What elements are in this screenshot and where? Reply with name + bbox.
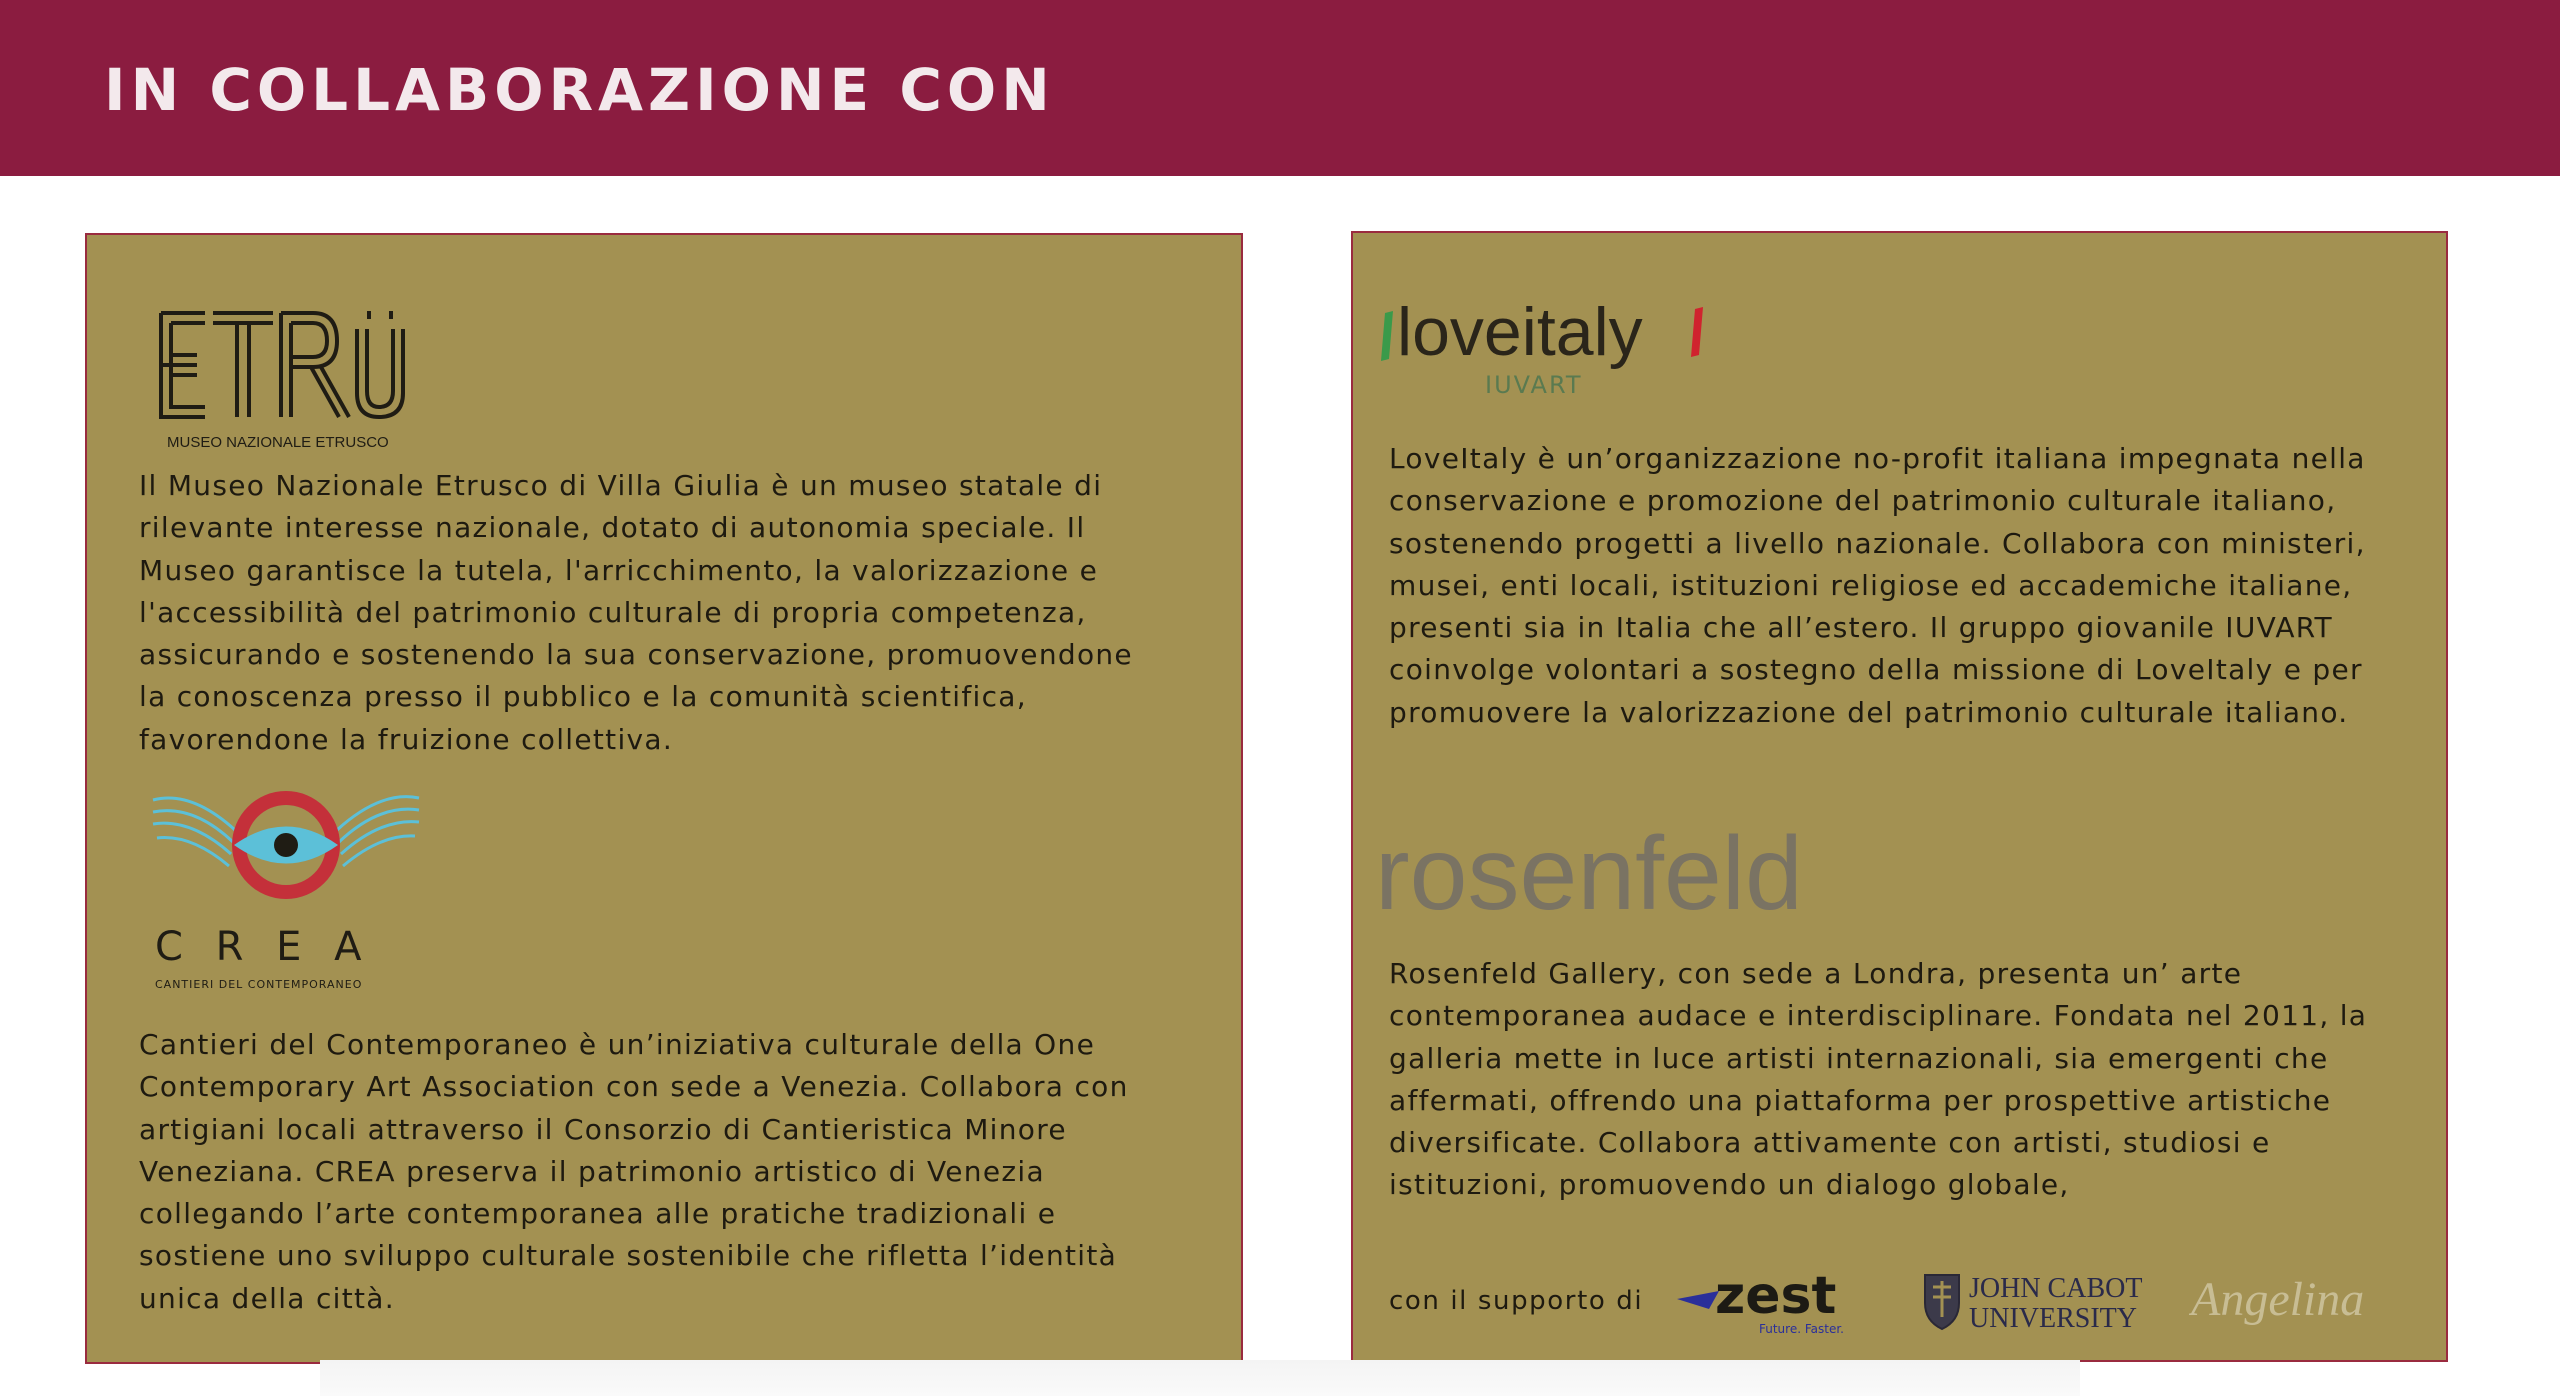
description-line: Cantieri del Contemporaneo è un’iniziativa culturale della One: [139, 1028, 1096, 1061]
description-line: Il Museo Nazionale Etrusco di Villa Giulia è un museo statale di: [139, 469, 1103, 502]
description-line: affermati, offrendo una piattaforma per prospettive artistiche: [1389, 1083, 2332, 1117]
page-bottom-shadow: [320, 1360, 2080, 1396]
description-line: promuovere la valorizzazione del patrimonio culturale italiano.: [1389, 695, 2349, 729]
loveitaly-logo-subtitle: IUVART: [1485, 371, 1583, 399]
support-label: con il supporto di: [1389, 1286, 1644, 1316]
description-line: LoveItaly è un’organizzazione no-profit italiana impegnata nella: [1389, 442, 2366, 475]
section-header: [0, 0, 2560, 176]
angelina-logo-text: Angelina: [2191, 1273, 2365, 1326]
description-line: assicurando e sostenendo la sua conservazione, promuovendone: [139, 638, 1133, 672]
description-line: musei, enti locali, istituzioni religiose ed accademiche italiane,: [1389, 568, 2353, 602]
jcu-line2: UNIVERSITY: [1969, 1303, 2137, 1334]
description-line: Rosenfeld Gallery, con sede a Londra, presenta un’ arte: [1389, 957, 2243, 990]
zest-tagline: Future. Faster.: [1759, 1322, 1844, 1336]
etru-description: [139, 465, 1133, 761]
zest-logo: [1675, 1263, 1875, 1339]
description-line: galleria mette in luce artisti internazionali, sia emergenti che: [1389, 1041, 2329, 1075]
description-line: l'accessibilità del patrimonio culturale di propria competenza,: [139, 595, 1087, 629]
description-line: conservazione e promozione del patrimonio culturale italiano,: [1389, 484, 2337, 518]
loveitaly-logo: [1377, 293, 1717, 403]
description-line: presenti sia in Italia che all’estero. Il gruppo giovanile IUVART: [1389, 611, 2333, 645]
description-line: unica della città.: [139, 1281, 395, 1315]
description-line: coinvolge volontari a sostegno della missione di LoveItaly e per: [1389, 653, 2363, 687]
loveitaly-description: [1389, 438, 2366, 734]
description-line: Veneziana. CREA preserva il patrimonio artistico di Venezia: [139, 1154, 1045, 1188]
rosenfeld-description: [1389, 953, 2367, 1207]
description-line: sostiene uno sviluppo culturale sostenibile che rifletta l’identità: [139, 1239, 1118, 1273]
jcu-line1: JOHN CABOT: [1969, 1273, 2143, 1304]
partners-panel-left: [85, 233, 1243, 1364]
description-line: Museo garantisce la tutela, l'arricchimento, la valorizzazione e: [139, 553, 1099, 587]
crea-logo-text: C R E A: [155, 924, 372, 970]
description-line: la conoscenza presso il pubblico e la comunità scientifica,: [139, 680, 1027, 714]
description-line: diversificate. Collabora attivamente con artisti, studiosi e: [1389, 1126, 2271, 1160]
etru-logo: [153, 305, 413, 455]
crea-logo: [151, 790, 421, 1000]
description-line: rilevante interesse nazionale, dotato di autonomia speciale. Il: [139, 511, 1086, 545]
description-line: Contemporary Art Association con sede a Venezia. Collabora con: [139, 1070, 1129, 1104]
john-cabot-university-logo: [1919, 1267, 2169, 1337]
description-line: favorendone la fruizione collettiva.: [139, 722, 674, 756]
description-line: artigiani locali attraverso il Consorzio di Cantieristica Minore: [139, 1112, 1067, 1146]
etru-logo-subtitle: MUSEO NAZIONALE ETRUSCO: [167, 434, 389, 451]
zest-logo-text: zest: [1715, 1266, 1837, 1326]
description-line: collegando l’arte contemporanea alle pratiche tradizionali e: [139, 1197, 1057, 1231]
description-line: sostenendo progetti a livello nazionale. Collabora con ministeri,: [1389, 526, 2366, 560]
rosenfeld-logo-text: rosenfeld: [1375, 816, 1803, 932]
section-title: IN COLLABORAZIONE CON: [104, 56, 1055, 124]
description-line: contemporanea audace e interdisciplinare. Fondata nel 2011, la: [1389, 999, 2368, 1033]
partners-panel-right: [1351, 231, 2448, 1362]
rosenfeld-logo: [1375, 813, 1835, 933]
sponsors-row: [1389, 1263, 2429, 1343]
description-line: istituzioni, promuovendo un dialogo globale,: [1389, 1168, 2070, 1202]
loveitaly-logo-text: loveitaly: [1397, 294, 1643, 370]
angelina-logo: [2189, 1269, 2399, 1335]
crea-logo-subtitle: CANTIERI DEL CONTEMPORANEO: [155, 978, 363, 991]
crea-description: [139, 1024, 1129, 1320]
